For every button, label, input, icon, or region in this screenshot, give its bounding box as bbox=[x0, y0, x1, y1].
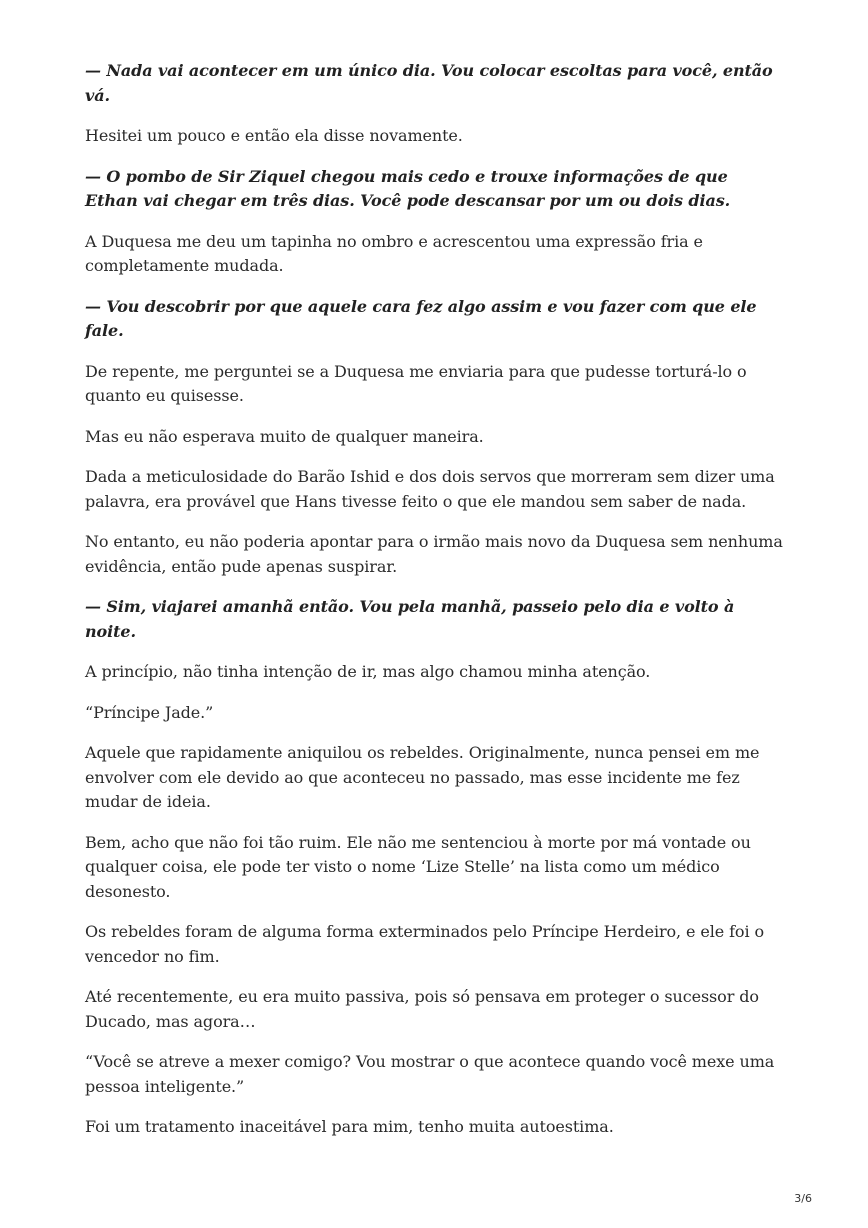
narration-paragraph: Bem, acho que não foi tão ruim. Ele não me sentenciou à morte por má vontade ou qualquer coisa, ele pode ter visto o nome ‘Lize Stelle’ na lista como um médico desonesto. bbox=[85, 832, 751, 901]
dialogue-paragraph: — O pombo de Sir Ziquel chegou mais cedo e trouxe informações de que Ethan vai chegar em três dias. Você pode descansar por um ou dois dias. bbox=[85, 166, 731, 210]
document-body bbox=[85, 59, 785, 1156]
page-number: 3/6 bbox=[794, 1192, 812, 1205]
dialogue-paragraph: — Vou descobrir por que aquele cara fez algo assim e vou fazer com que ele fale. bbox=[85, 296, 757, 340]
dialogue-paragraph: — Sim, viajarei amanhã então. Vou pela manhã, passeio pelo dia e volto à noite. bbox=[85, 597, 735, 641]
narration-paragraph: Hesitei um pouco e então ela disse novamente. bbox=[85, 126, 463, 145]
narration-paragraph: Aquele que rapidamente aniquilou os rebeldes. Originalmente, nunca pensei em me envolver com ele devido ao que aconteceu no passado, mas esse incidente me fez mudar de ideia. bbox=[85, 743, 760, 811]
narration-paragraph: De repente, me perguntei se a Duquesa me enviaria para que pudesse torturá-lo o quanto eu quisesse. bbox=[85, 361, 747, 405]
narration-paragraph: Os rebeldes foram de alguma forma exterminados pelo Príncipe Herdeiro, e ele foi o vencedor no fim. bbox=[85, 922, 765, 966]
narration-paragraph: A princípio, não tinha intenção de ir, mas algo chamou minha atenção. bbox=[85, 662, 651, 681]
narration-paragraph: Foi um tratamento inaceitável para mim, tenho muita autoestima. bbox=[85, 1117, 614, 1136]
thought-paragraph: “Príncipe Jade.” bbox=[85, 702, 214, 722]
narration-paragraph: A Duquesa me deu um tapinha no ombro e acrescentou uma expressão fria e completamente mudada. bbox=[85, 231, 703, 275]
narration-paragraph: Dada a meticulosidade do Barão Ishid e dos dois servos que morreram sem dizer uma palavra, era provável que Hans tivesse feito o que ele mandou sem saber de nada. bbox=[85, 467, 775, 511]
narration-paragraph: Mas eu não esperava muito de qualquer maneira. bbox=[85, 426, 484, 446]
thought-paragraph: “Você se atreve a mexer comigo? Vou mostrar o que acontece quando você mexe uma pessoa inteligente.” bbox=[85, 1052, 775, 1096]
dialogue-paragraph: — Nada vai acontecer em um único dia. Vou colocar escoltas para você, então vá. bbox=[85, 61, 773, 105]
narration-paragraph: No entanto, eu não poderia apontar para o irmão mais novo da Duquesa sem nenhuma evidência, então pude apenas suspirar. bbox=[85, 532, 783, 576]
narration-paragraph: Até recentemente, eu era muito passiva, pois só pensava em proteger o sucessor do Ducado, mas agora… bbox=[85, 987, 759, 1031]
